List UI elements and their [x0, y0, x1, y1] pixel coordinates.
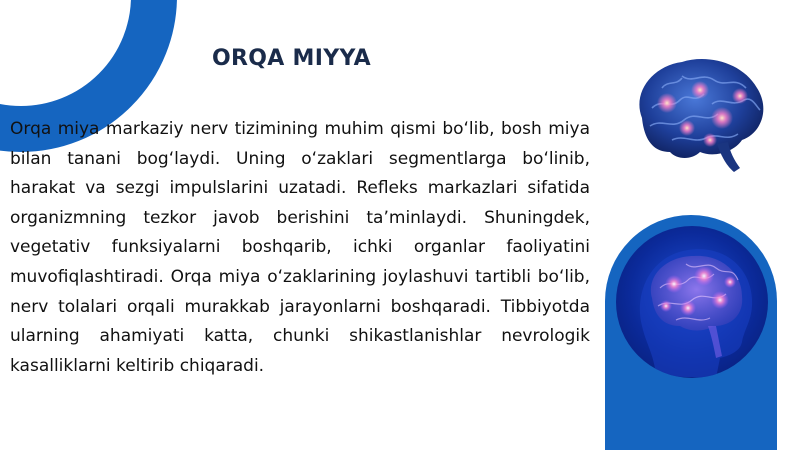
head-brain-image [616, 226, 768, 378]
body-paragraph: Orqa miya markaziy nerv tizimining muhim qismi boʻlib, bosh miya bilan tanani bogʻlaydi. Uning oʻzaklari segmentlarga boʻlinib, harakat va sezgi impulslarini uzatadi. Refleks markazlari sifatida organizmning tezkor javob berishini taʼminlaydi. Shuningdek, vegetativ funksiyalarni boshqarib, ichki organlar faoliyatini muvofiqlashtiradi. Orqa miya oʻzaklarining joylashuvi tartibli boʻlib, nerv tolalari orqali murakkab jarayonlarni boshqaradi. Tibbiyotda ularning ahamiyati katta, chunki shikastlanishlar nevrologik kasalliklarni keltirib chiqaradi. [10, 119, 590, 376]
page-title: ORQA MIYYA [212, 46, 371, 71]
brain-image [622, 48, 772, 176]
